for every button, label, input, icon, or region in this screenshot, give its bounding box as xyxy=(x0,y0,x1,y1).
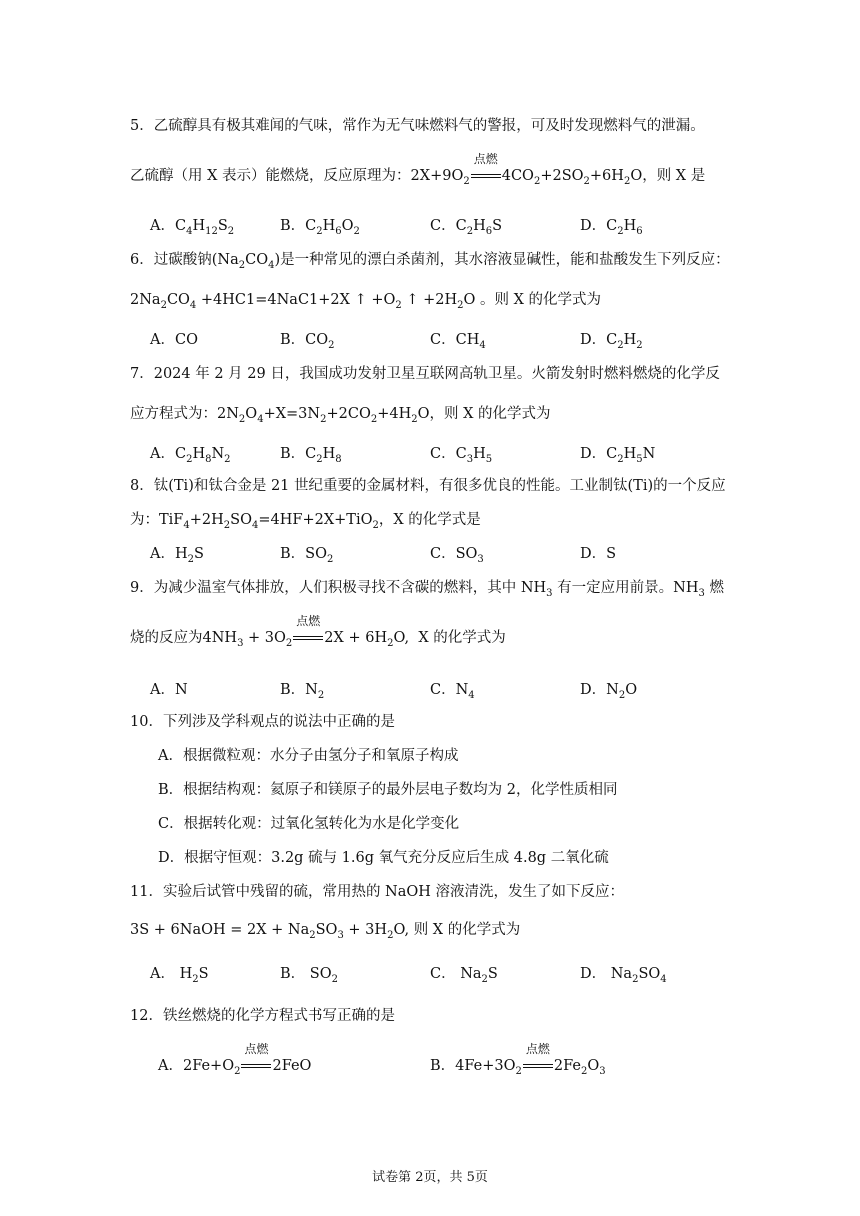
q7-option-c: C．$C_3H_5$ xyxy=(430,446,493,465)
q11-equation: 3S + 6NaOH = $2X + Na_2SO_3 + 3H_2O$, 则 X 的化学式为 xyxy=(130,922,521,941)
q7-stem-line1: 7．2024 年 2 月 29 日，我国成功发射卫星互联网高轨卫星。火箭发射时燃料燃烧的化学反 xyxy=(130,366,720,382)
q5-stem-line1: 5．乙硫醇具有极其难闻的气味，常作为无气味燃料气的警报，可及时发现燃料气的泄漏。 xyxy=(130,118,705,134)
q8-option-c: C．$SO_3$ xyxy=(430,546,484,565)
q5-stem-tail: ，则 X 是 xyxy=(642,168,706,184)
q6-option-b: B．$CO_2$ xyxy=(280,332,335,351)
q9-option-d: D．$N_2O$ xyxy=(580,682,638,701)
q9-stem-tail: X 的化学式为 xyxy=(418,630,506,646)
q8-option-a: A．$H_2S$ xyxy=(150,546,204,565)
q11-stem-line1: 11．实验后试管中残留的硫，常用热的 NaOH 溶液清洗，发生了如下反应： xyxy=(130,884,625,900)
reaction-condition: 点燃 xyxy=(296,614,321,628)
q7-stem-text: 应方程式为： xyxy=(130,406,217,422)
q6-equation: $2Na_2CO_4 +4HC1=4NaC1+2X$ ↑ $+O_2$ ↑ $+2H_2O$ 。则 X 的化学式为 xyxy=(130,292,602,311)
q12-option-b: B．$4Fe+3O_2$ 点燃 $2Fe_2O_3$ xyxy=(430,1042,606,1077)
q9-option-a: A．N xyxy=(150,682,188,698)
q6-stem-tail: 。则 X 的化学式为 xyxy=(480,292,602,308)
q10-option-a: A．根据微粒观：水分子由氢分子和氧原子构成 xyxy=(158,748,459,764)
q10-option-c: C．根据转化观：过氧化氢转化为水是化学变化 xyxy=(158,816,460,832)
q8-stem-line2: 为：$TiF_4+2H_2SO_4=4HF+2X+TiO_2$，X 的化学式是 xyxy=(130,512,481,531)
q5-stem-line2 xyxy=(130,152,706,187)
q7-option-a: A．$C_2H_8N_2$ xyxy=(150,446,231,465)
q11-option-c: C． $Na_2S$ xyxy=(430,966,498,985)
reaction-condition: 点燃 xyxy=(525,1042,550,1056)
q8-stem-line1: 8．钛(Ti)和钛合金是 21 世纪重要的金属材料，有很多优良的性能。工业制钛(Ti)的一个反应 xyxy=(130,478,726,494)
q5-option-d: D．$C_2H_6$ xyxy=(580,218,643,237)
q7-stem-line2: 应方程式为：$2N_2O_4+X=3N_2+2CO_2+4H_2O$，则 X 的化学式为 xyxy=(130,406,551,425)
q6-stem-line1: 6．过碳酸钠$(Na_2CO_4)$是一种常见的漂白杀菌剂，其水溶液显碱性，能和盐酸发生下列反应： xyxy=(130,252,730,271)
q9-stem-text: 烧的反应为 xyxy=(130,630,203,646)
q8-option-b: B．$SO_2$ xyxy=(280,546,334,565)
q5-option-b: B．$C_2H_6O_2$ xyxy=(280,218,360,237)
q10-stem: 10．下列涉及学科观点的说法中正确的是 xyxy=(130,714,395,730)
q7-stem-tail: ，则 X 的化学式为 xyxy=(429,406,551,422)
q6-option-a: A．CO xyxy=(150,332,198,348)
page-footer: 试卷第 2页，共 5页 xyxy=(372,1170,488,1185)
q9-option-c: C．$N_4$ xyxy=(430,682,475,701)
q8-option-d: D．S xyxy=(580,546,617,562)
q11-option-a: A． $H_2S$ xyxy=(150,966,209,985)
q9-stem-line1: 9．为减少温室气体排放，人们积极寻找不含碳的燃料，其中 $NH_3$ 有一定应用前景。$NH_3$ 燃 xyxy=(130,580,724,599)
q9-stem-line2: 烧的反应为$4NH_3 + 3O_2$ 点燃 $2X + 6H_2O$, X 的化学式为 xyxy=(130,614,506,649)
q12-option-a: A．$2Fe+O_2$ 点燃 2FeO xyxy=(158,1042,312,1077)
q9-option-b: B．$N_2$ xyxy=(280,682,325,701)
q6-option-d: D．$C_2H_2$ xyxy=(580,332,643,351)
reaction-condition: 点燃 xyxy=(473,152,498,166)
q5-option-c: C．$C_2H_6S$ xyxy=(430,218,503,237)
q11-option-d: D． $Na_2SO_4$ xyxy=(580,966,667,985)
q11-option-b: B． $SO_2$ xyxy=(280,966,338,985)
q12-stem: 12．铁丝燃烧的化学方程式书写正确的是 xyxy=(130,1008,395,1024)
q5-stem-text: 乙硫醇（用 X 表示）能燃烧，反应原理为： xyxy=(130,168,411,184)
q10-option-d: D．根据守恒观：3.2g 硫与 1.6g 氧气充分反应后生成 4.8g 二氧化硫 xyxy=(158,850,609,866)
q7-option-d: D．$C_2H_5N$ xyxy=(580,446,656,465)
q5-option-a: A．$C_4H_{12}S_2$ xyxy=(150,218,235,237)
reaction-condition: 点燃 xyxy=(244,1042,269,1056)
q5-equation: $2X+9O_2$ 点燃 $4CO_2+2SO_2+6H_2O$ xyxy=(410,152,643,187)
q6-option-c: C．$CH_4$ xyxy=(430,332,486,351)
q7-option-b: B．$C_2H_8$ xyxy=(280,446,342,465)
q10-option-b: B．根据结构观：氦原子和镁原子的最外层电子数均为 2，化学性质相同 xyxy=(158,782,618,798)
q11-stem-tail: 则 X 的化学式为 xyxy=(413,922,521,938)
